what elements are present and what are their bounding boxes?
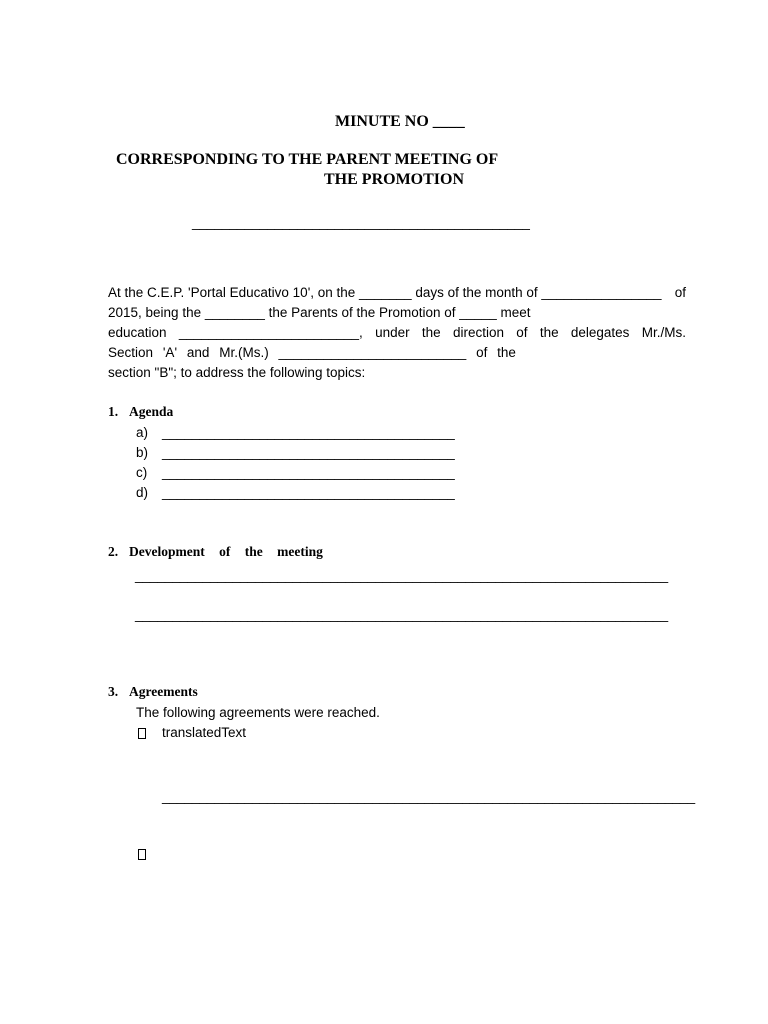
agreement-line: _______________________________________________________________________ [162,789,696,804]
agenda-item-label: d) [136,485,149,500]
intro-line-3 [108,323,686,343]
intro-word: _________________________ [278,345,467,360]
intro-line-2: 2015, being the ________ the Parents of the Promotion of _____ meet [108,305,531,320]
agenda-item-blank: _______________________________________ [162,465,455,480]
intro-word: Mr./Ms. [641,325,686,340]
agreements-intro: The following agreements were reached. [136,705,380,720]
intro-word: Mr.(Ms.) [219,345,269,360]
intro-word: of [476,345,488,360]
subtitle-line-2: THE PROMOTION [324,171,465,188]
intro-word: direction [452,325,504,340]
checkbox-glyph-icon [138,728,146,739]
intro-word: the [421,325,441,340]
agenda-number: 1. [108,404,119,419]
development-heading: Development of the meeting [129,544,323,559]
agenda-item-label: b) [136,445,149,460]
intro-line-1 [108,283,686,303]
intro-line-1-text: At the C.E.P. 'Portal Educativo 10', on the _______ days of the month of ________________ [108,285,662,300]
intro-word: Section [108,345,154,360]
intro-word: delegates [570,325,630,340]
agreement-bullet-text: translatedText [162,725,247,740]
agenda-item-blank: _______________________________________ [162,445,455,460]
agreements-number: 3. [108,684,119,699]
agenda-heading: Agenda [129,404,174,419]
agreements-heading: Agreements [129,684,198,699]
intro-line-1-end: of [674,285,686,300]
intro-word: the [497,345,516,360]
development-number: 2. [108,544,119,559]
agenda-item-blank: _______________________________________ [162,485,455,500]
intro-word: and [186,345,210,360]
intro-word: 'A' [162,345,178,360]
intro-word: the [539,325,559,340]
page-title: MINUTE NO ____ [335,113,465,130]
development-line: _______________________________________________________________________ [135,568,669,583]
promotion-blank: _____________________________________________ [192,215,530,230]
intro-word: ________________________, [178,325,363,340]
intro-word: under [375,325,410,340]
intro-word: of [516,325,528,340]
checkbox-glyph-icon [138,849,146,860]
agenda-item-label: a) [136,425,149,440]
intro-line-4 [108,343,516,363]
intro-word: education [108,325,167,340]
agenda-item-blank: _______________________________________ [162,425,455,440]
development-line: _______________________________________________________________________ [135,607,669,622]
subtitle-line-1: CORRESPONDING TO THE PARENT MEETING OF [116,151,499,168]
agenda-item-label: c) [136,465,148,480]
intro-line-5: section "B"; to address the following topics: [108,365,366,380]
